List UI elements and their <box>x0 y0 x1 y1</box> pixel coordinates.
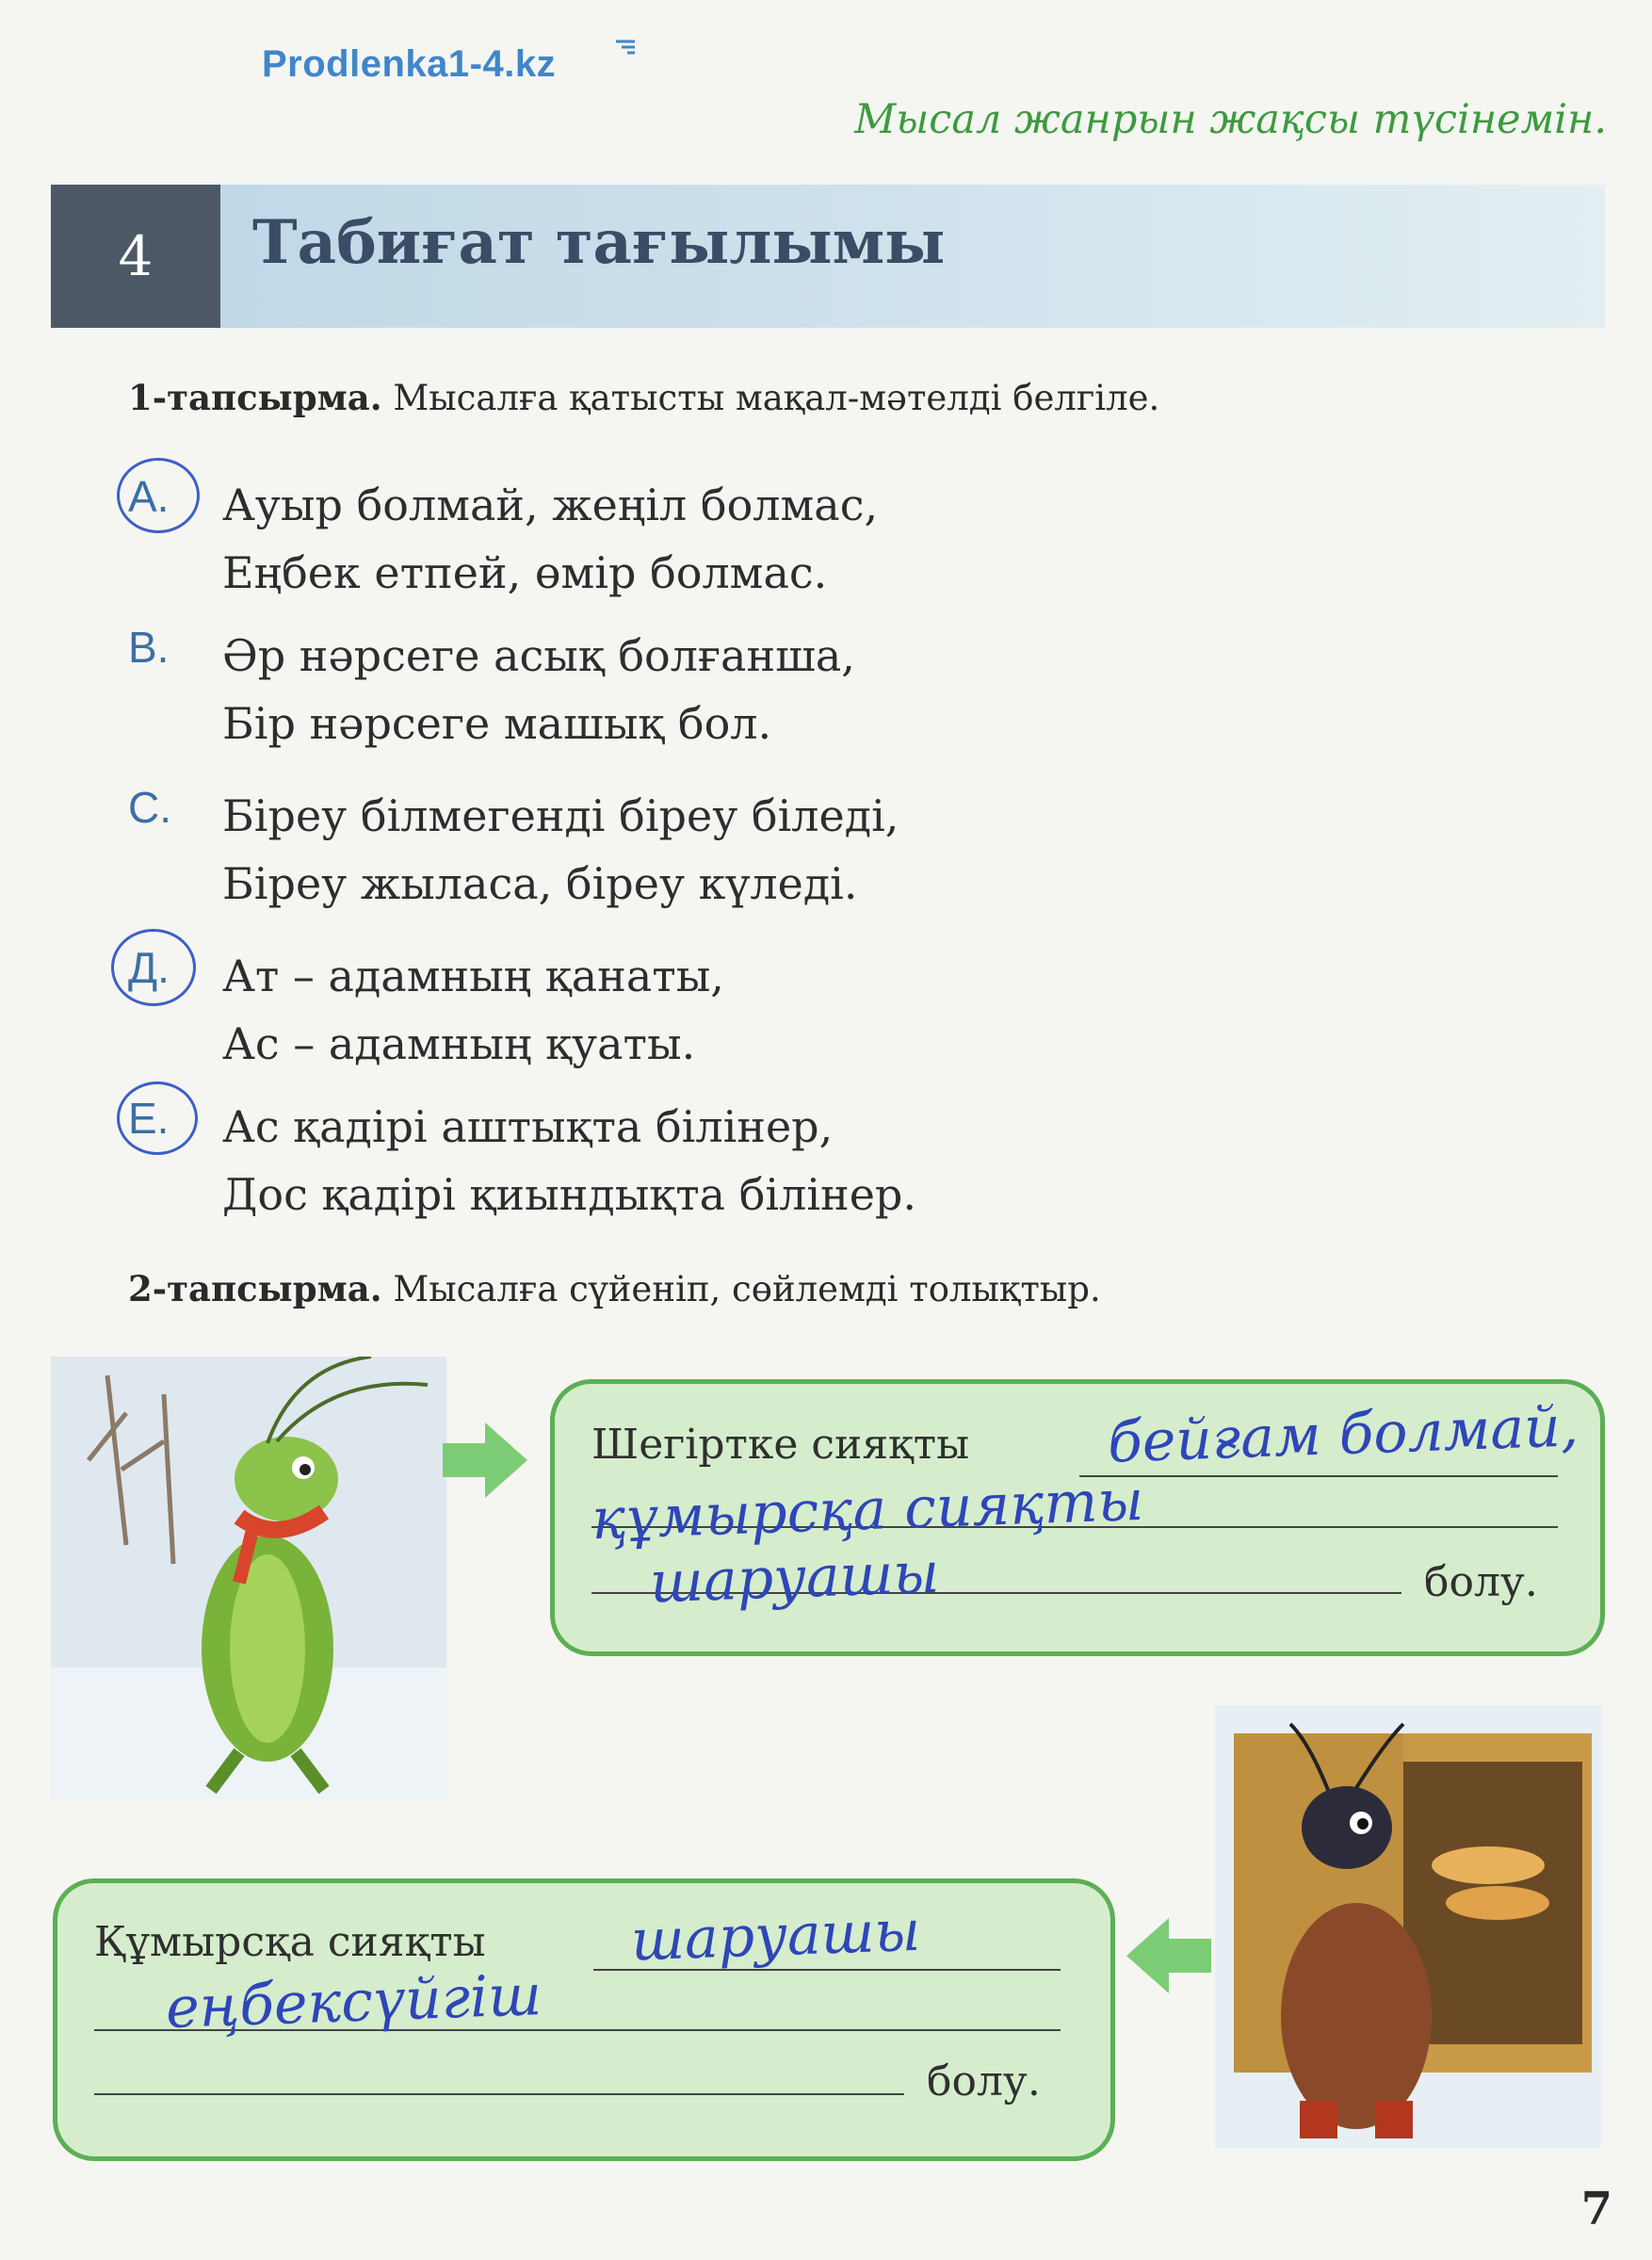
proverb-text: Әр нәрсеге асық болғанша, Бір нәрсеге машық бол. <box>222 630 855 749</box>
option-letter: Д. <box>128 943 170 992</box>
write-line <box>1079 1475 1558 1477</box>
proverb-text: Ат – адамның қанаты, Ас – адамның қуаты. <box>222 951 724 1069</box>
task1-instruction: Мысалға қатысты мақал-мәтелді белгіле. <box>381 378 1160 418</box>
answer-circle-mark <box>117 1081 198 1155</box>
arrow-left-icon <box>1126 1918 1211 1993</box>
handwritten-answer[interactable]: шаруашы <box>629 1897 922 1975</box>
option-letter: A. <box>128 472 170 521</box>
proverb-text: Біреу білмегенді біреу біледі, Біреу жыласа, біреу күледі. <box>222 790 899 909</box>
option-letter: B. <box>128 623 170 672</box>
option-letter: E. <box>128 1094 170 1143</box>
box1-suffix: болу. <box>1424 1558 1538 1606</box>
option-letter: C. <box>128 783 171 832</box>
grasshopper-illustration <box>51 1357 446 1799</box>
watermark-text: Prodlenka1-4.kz <box>262 43 557 85</box>
box1-prefix: Шегіртке сияқты <box>591 1421 970 1469</box>
arrow-right-icon <box>443 1423 527 1498</box>
proverb-text: Ауыр болмай, жеңіл болмас, Еңбек етпей, өмір болмас. <box>222 480 879 598</box>
answer-circle-mark <box>117 458 200 533</box>
proverb-text: Ас қадірі аштықта білінер, Дос қадірі қиындықта білінер. <box>222 1101 916 1220</box>
write-line <box>94 2093 904 2095</box>
chapter-goal-text: Мысал жанрын жақсы түсінемін. <box>854 96 1607 143</box>
page-number: 7 <box>1580 2183 1612 2236</box>
handwritten-answer[interactable]: бейғам болмай, <box>1106 1393 1579 1476</box>
ant-illustration <box>1215 1705 1601 2148</box>
unit-number: 4 <box>51 185 220 328</box>
box2-suffix: болу. <box>927 2057 1041 2106</box>
task2-label <box>128 1268 1101 1309</box>
task1-number: 1-тапсырма. <box>128 377 382 418</box>
handwritten-answer[interactable]: шаруашы <box>648 1539 941 1617</box>
signal-icon <box>614 38 637 58</box>
handwritten-answer[interactable]: еңбексүйгіш <box>164 1962 543 2041</box>
box2-prefix: Құмырсқа сияқты <box>94 1918 486 1966</box>
task2-number: 2-тапсырма. <box>128 1268 382 1309</box>
answer-circle-mark <box>111 929 196 1006</box>
handwritten-answer[interactable]: құмырсқа сияқты <box>590 1467 1145 1553</box>
task2-instruction: Мысалға сүйеніп, сөйлемді толықтыр. <box>381 1269 1101 1309</box>
task1-label <box>128 377 1159 418</box>
unit-title: Табиғат тағылымы <box>252 207 946 278</box>
